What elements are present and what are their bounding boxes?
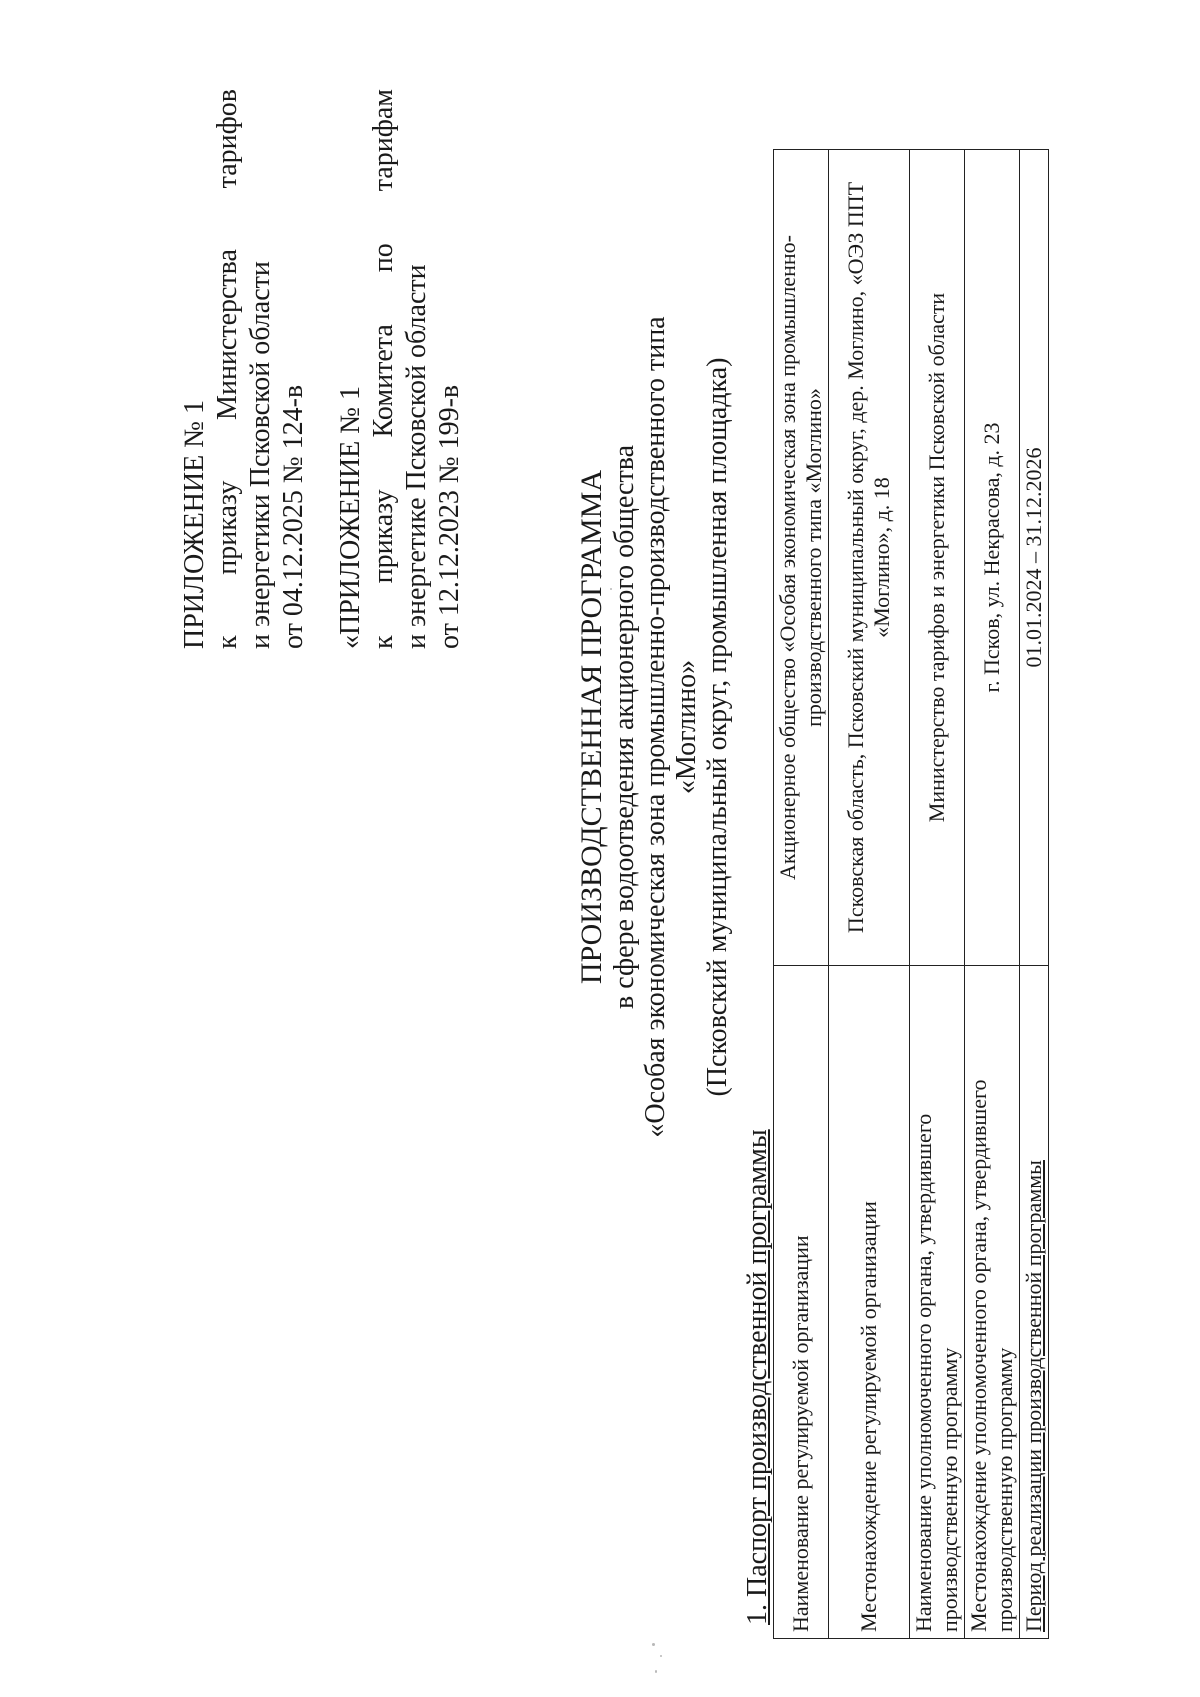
table-cell-value: Министерство тарифов и энергетики Псковской области bbox=[910, 150, 965, 966]
table-cell-label: Период реализации производственной программы bbox=[1020, 966, 1049, 1639]
document-subtitle-organization: «Особая экономическая зона промышленно-производственного типа «Моглино» bbox=[640, 316, 702, 1138]
appendix-block bbox=[178, 89, 490, 649]
document-subtitle-sphere: в сфере водоотведения акционерного общества bbox=[609, 444, 640, 1010]
table-cell-label: Наименование регулируемой организации bbox=[774, 966, 829, 1639]
appendix-previous-line4: от 12.12.2023 № 199-в bbox=[434, 384, 465, 649]
table-cell-value: 01.01.2024 – 31.12.2026 bbox=[1020, 150, 1049, 966]
table-cell-label: Местонахождение регулируемой организации bbox=[829, 966, 910, 1639]
passport-table bbox=[773, 149, 1049, 1639]
table-row bbox=[1020, 150, 1049, 1639]
table-row bbox=[829, 150, 910, 1639]
document-title: ПРОИЗВОДСТВЕННАЯ ПРОГРАММА bbox=[575, 469, 608, 985]
table-row bbox=[910, 150, 965, 1639]
appendix-current-line3: и энергетики Псковской области bbox=[245, 261, 276, 649]
table-cell-value: Акционерное общество «Особая экономическая зона промышленно-производственного типа «Моглино» bbox=[774, 150, 829, 966]
appendix-current-line2: к приказу Министерства тарифов bbox=[212, 89, 243, 649]
table-cell-label: Наименование уполномоченного органа, утвердившего производственную программу bbox=[910, 966, 965, 1639]
document-title-block bbox=[575, 277, 733, 1177]
table-cell-label: Местонахождение уполномоченного органа, утвердившего производственную программу bbox=[965, 966, 1020, 1639]
appendix-previous bbox=[334, 89, 466, 649]
appendix-current-line4: от 04.12.2025 № 124-в bbox=[278, 384, 309, 649]
table-row bbox=[965, 150, 1020, 1639]
appendix-previous-line2: к приказу Комитета по тарифам bbox=[368, 89, 399, 649]
table-cell-value: г. Псков, ул. Некрасова, д. 23 bbox=[965, 150, 1020, 966]
appendix-previous-title: «ПРИЛОЖЕНИЕ № 1 bbox=[335, 386, 366, 649]
appendix-current bbox=[178, 89, 310, 649]
table-cell-value: Псковская область, Псковский муниципальный округ, дер. Моглино, «ОЭЗ ППТ «Моглино», д. 18 bbox=[829, 150, 910, 966]
appendix-previous-line3: и энергетике Псковской области bbox=[401, 264, 432, 649]
passport-heading: 1. Паспорт производственной программы bbox=[742, 1129, 773, 1625]
table-row bbox=[774, 150, 829, 1639]
appendix-current-title: ПРИЛОЖЕНИЕ № 1 bbox=[179, 400, 210, 649]
document-subtitle-location: (Псковский муниципальный округ, промышленная площадка) bbox=[702, 357, 733, 1097]
